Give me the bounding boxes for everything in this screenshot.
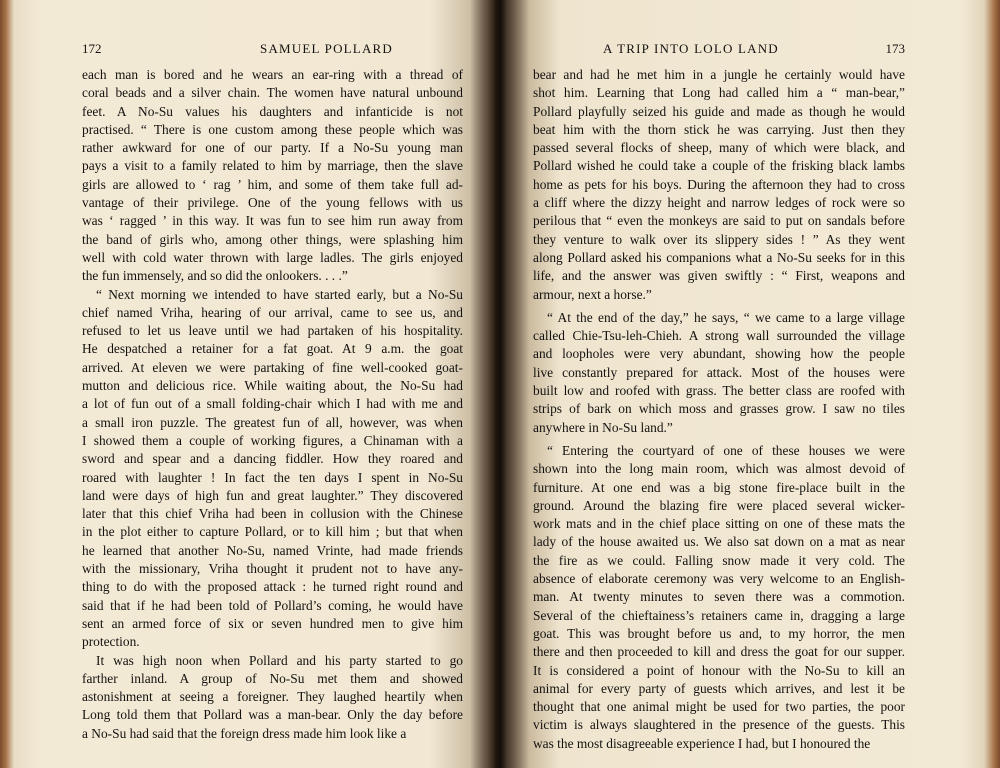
- text-line: arrived. At eleven we were partaking of fine well-cooked goat-: [82, 359, 463, 375]
- text-line: later that this chief Vriha had been in collusion with the Chinese: [82, 506, 463, 522]
- text-line: sent an armed force of six or seven hundred men to give him: [82, 615, 463, 631]
- text-line: the band of girls who, among other things, were splashing him: [82, 231, 463, 247]
- book-gutter: [470, 0, 530, 768]
- text-line: along Pollard asked his companions what a No-Su seeks for in this: [533, 249, 905, 265]
- text-line: astonishment at seeing a foreigner. They laughed heartily when: [82, 689, 463, 705]
- text-line: girls are allowed to ‘ rag ’ him, and some of them take full ad-: [82, 176, 463, 192]
- text-line: animal for every party of guests which arrives, and lest it be: [533, 680, 905, 696]
- text-line: victim is always slaughtered in the presence of the guests. This: [533, 717, 905, 733]
- text-line: chief named Vriha, hearing of our arrival, came to see us, and: [82, 304, 463, 320]
- left-running-title: SAMUEL POLLARD: [260, 41, 393, 56]
- text-line: thought that one animal might be used for two parties, the poor: [533, 699, 905, 715]
- text-line: land were days of high fun and great laughter.” They discovered: [82, 487, 463, 503]
- text-line: Long told them that Pollard was a man-bear. Only the day before: [82, 707, 463, 723]
- left-page-text: [82, 66, 463, 743]
- text-line: a cliff where the dizzy height and narrow ledges of rock were so: [533, 195, 905, 211]
- text-line: rather awkward for one of our party. If a No-Su young man: [82, 140, 463, 156]
- text-line: a small iron puzzle. The greatest fun of all, however, was when: [82, 414, 463, 430]
- text-line: furniture. At one end was a big stone fire-place built in the: [533, 479, 905, 495]
- text-line: sword and spear and a dancing fiddler. How they roared and: [82, 451, 463, 467]
- text-line: built low and roofed with grass. The better class are roofed with: [533, 383, 905, 399]
- text-line: vantage of their privilege. One of the young fellows with us: [82, 195, 463, 211]
- text-line: and loopholes were very abundant, showing how the people: [533, 346, 905, 362]
- text-line: they venture to walk over its slippery sides ! ” As they went: [533, 231, 905, 247]
- text-line: It is considered a point of honour with the No-Su to kill an: [533, 662, 905, 678]
- text-line: passed several flocks of sheep, many of which were black, and: [533, 140, 905, 156]
- text-line: absence of elaborate ceremony was very welcome to an English-: [533, 571, 905, 587]
- text-line: I showed them a couple of working figures, a Chinaman with a: [82, 432, 463, 448]
- text-line: a lot of fun out of a small folding-chair which I had with me and: [82, 396, 463, 412]
- text-line: was ‘ ragged ’ in this way. It was fun to see him run away from: [82, 213, 463, 229]
- left-page-number: 172: [82, 41, 102, 56]
- text-line: feet. A No-Su values his daughters and infanticide is not: [82, 103, 463, 119]
- text-line: Several of the chieftainess’s retainers came in, dragging a large: [533, 607, 905, 623]
- text-line: “ Next morning we intended to have started early, but a No-Su: [96, 286, 463, 302]
- text-line: Pollard playfully seized his guide and made as though he would: [533, 103, 905, 119]
- text-line: life, and the answer was given swiftly : “ First, weapons and: [533, 268, 905, 284]
- text-line: roared with laughter ! In fact the ten days I spent in No-Su: [82, 469, 463, 485]
- text-line: ground. Around the blazing fire were placed several wicker-: [533, 497, 905, 513]
- text-line: coral beads and a silver chain. The women have natural unbound: [82, 85, 463, 101]
- text-line: Pollard wished he could take a couple of the frisking black lambs: [533, 158, 905, 174]
- text-line: shot him. Learning that Long had called him a “ man-bear,”: [533, 85, 905, 101]
- text-line: perilous that “ even the monkeys are said to put on sandals before: [533, 213, 905, 229]
- text-line: It was high noon when Pollard and his party started to go: [96, 652, 463, 668]
- text-line: bear and had he met him in a jungle he certainly would have: [533, 67, 905, 82]
- text-line: home as pets for his boys. During the afternoon they had to cross: [533, 176, 905, 192]
- left-running-head: [82, 40, 463, 64]
- text-line: thing to do with the proposed attack : he turned right round and: [82, 579, 463, 595]
- text-line: armour, next a horse.”: [533, 286, 652, 302]
- text-line: each man is bored and he wears an ear-ring with a thread of: [82, 67, 463, 82]
- text-line: in the plot either to capture Pollard, or to kill him ; but that when: [82, 524, 463, 540]
- text-line: He despatched a retainer for a fat goat. At 9 a.m. the goat: [82, 341, 463, 357]
- text-line: farther inland. A group of No-Su met them and showed: [82, 670, 463, 686]
- text-line: said that if he had been told of Pollard’s coming, he would have: [82, 597, 463, 613]
- text-line: called Chie-Tsu-leh-Chieh. A strong wall surrounded the village: [533, 328, 905, 344]
- right-running-title: A TRIP INTO LOLO LAND: [603, 41, 779, 56]
- text-line: anywhere in No-Su land.”: [533, 419, 673, 435]
- right-page-text: [533, 66, 905, 753]
- text-line: shown into the long main room, which was almost devoid of: [533, 461, 905, 477]
- text-line: practised. “ There is one custom among these people which was: [82, 121, 463, 137]
- text-line: the fire as we could. Falling snow made it very cold. The: [533, 552, 905, 568]
- text-line: “ Entering the courtyard of one of these houses we were: [547, 442, 905, 458]
- text-line: man. At twenty minutes to seven there was a commotion.: [533, 589, 905, 605]
- right-running-head: [533, 40, 905, 64]
- text-line: with the missionary, Vriha thought it prudent not to have any-: [82, 561, 463, 577]
- text-line: “ At the end of the day,” he says, “ we came to a large village: [547, 309, 905, 325]
- text-line: refused to let us leave until we had partaken of his hospitality.: [82, 323, 463, 339]
- text-line: goat. This was brought before us and, to my horror, the men: [533, 625, 905, 641]
- right-page-number: 173: [885, 41, 905, 56]
- text-line: live constantly prepared for attack. Most of the houses were: [533, 364, 905, 380]
- text-line: work mats and in the chief place sitting on one of these mats the: [533, 516, 905, 532]
- text-line: strips of bark on which moss and grasses grow. I saw no tiles: [533, 401, 905, 417]
- text-line: was the most disagreeable experience I had, but I honoured the: [533, 735, 871, 751]
- left-page: [82, 40, 463, 743]
- text-line: beat him with the thorn stick he was carrying. Just then they: [533, 121, 905, 137]
- right-page: [533, 40, 905, 753]
- text-line: pays a visit to a family related to him by marriage, then the slave: [82, 158, 463, 174]
- text-line: there and then proceeded to kill and dress the goat for our supper.: [533, 644, 905, 660]
- text-line: a No-Su had said that the foreign dress made him look like a: [82, 725, 407, 741]
- text-line: protection.: [82, 634, 140, 650]
- text-line: lady of the house awaited us. We also sat down on a mat as near: [533, 534, 905, 550]
- text-line: he learned that another No-Su, named Vrinte, had made friends: [82, 542, 463, 558]
- text-line: the fun immensely, and so did the onlookers. . . .”: [82, 268, 348, 284]
- text-line: well with cold water thrown with large ladles. The girls enjoyed: [82, 249, 463, 265]
- text-line: mutton and delicious rice. While waiting about, the No-Su had: [82, 378, 463, 394]
